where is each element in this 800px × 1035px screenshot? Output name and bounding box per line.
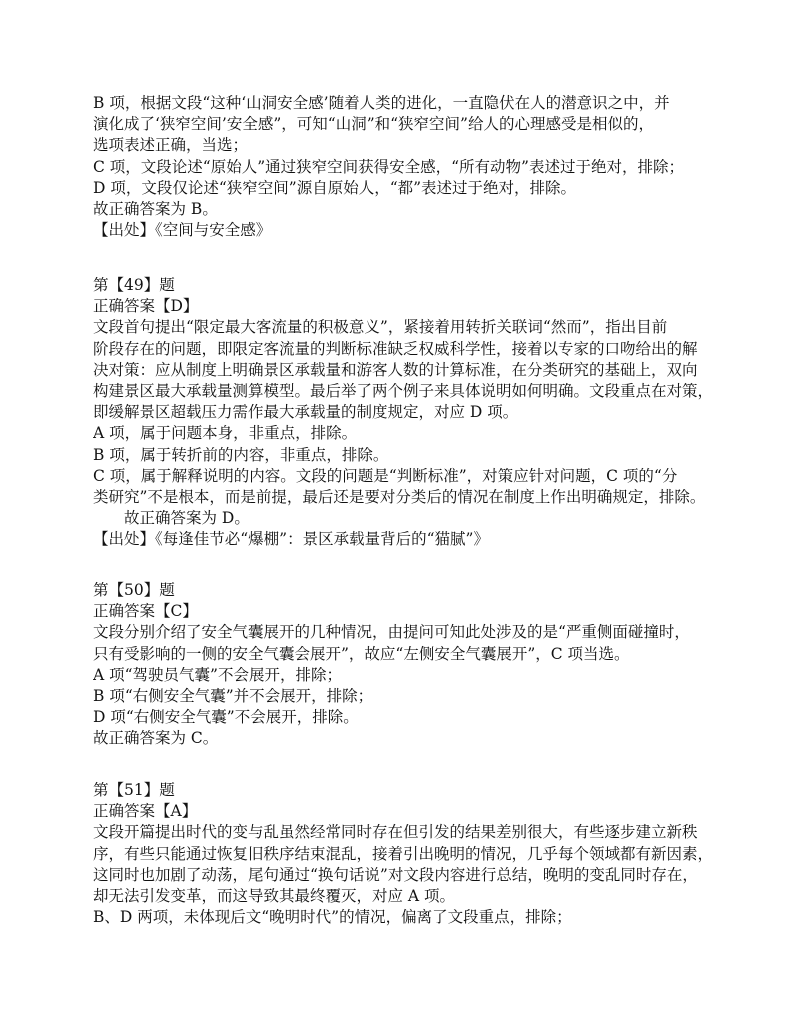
question-50 [93, 580, 718, 750]
text-line: D 项，文段仅论述“狭窄空间”源自原始人，“都”表述过于绝对，排除。 [93, 178, 577, 197]
text-line: 演化成了‘狭窄空间’安全感”，可知“山洞”和“狭窄空间”给人的心理感受是相似的， [93, 115, 654, 134]
conclusion-line: 故正确答案为 C。 [93, 729, 219, 748]
text-line: D 项“右侧安全气囊”不会展开，排除。 [93, 708, 359, 727]
q48-explanation-continued [93, 93, 718, 241]
text-line: 构建景区最大承载量测算模型。最后举了两个例子来具体说明如何明确。文段重点在对策， [93, 381, 714, 400]
source-line: 【出处】《空间与安全感》 [93, 221, 272, 240]
text-line: B 项“右侧安全气囊”并不会展开，排除； [93, 686, 374, 705]
text-line: 即缓解景区超载压力需作最大承载量的制度规定，对应 D 项。 [93, 403, 519, 422]
text-line: B、D 两项，未体现后文“晚明时代”的情况，偏离了文段重点，排除； [93, 908, 572, 927]
source-line: 【出处】《每逢佳节必“爆棚”：景区承载量背后的“猫腻”》 [93, 530, 489, 549]
question-49 [93, 275, 718, 550]
text-line: C 项，文段论述“原始人”通过狭窄空间获得安全感，“所有动物”表述过于绝对，排除； [93, 157, 684, 176]
question-heading: 第【50】题 [93, 581, 175, 599]
text-line: A 项，属于问题本身，非重点，排除。 [93, 424, 358, 443]
correct-answer: 正确答案【A】 [93, 802, 198, 821]
text-line: 这同时也加剧了动荡，尾句通过“换句话说”对文段内容进行总结，晚明的变乱同时存在， [93, 865, 698, 884]
text-line: 文段分别介绍了安全气囊展开的几种情况，由提问可知此处涉及的是“严重侧面碰撞时， [93, 623, 690, 642]
text-line: 类研究”不是根本，而是前提，最后还是要对分类后的情况在制度上作出明确规定，排除。 [93, 487, 706, 506]
question-heading: 第【49】题 [93, 276, 175, 294]
text-line: 文段首句提出“限定最大客流量的积极意义”，紧接着用转折关联词“然而”，指出目前 [93, 318, 668, 337]
conclusion-line: 故正确答案为 D。 [124, 509, 250, 528]
text-line: 决对策：应从制度上明确景区承载量和游客人数的计算标准，在分类研究的基础上，双向 [93, 360, 698, 379]
question-heading: 第【51】题 [93, 781, 175, 799]
text-line: C 项，属于解释说明的内容。文段的问题是“判断标准”，对策应针对问题，C 项的“分 [93, 466, 678, 485]
text-line: 选项表述正确，当选； [93, 136, 249, 155]
text-line: A 项“驾驶员气囊”不会展开，排除； [93, 665, 342, 684]
text-line: 序，有些只能通过恢复旧秩序结束混乱，接着引出晚明的情况，几乎每个领域都有新因素， [93, 844, 714, 863]
text-line: B 项，属于转折前的内容，非重点，排除。 [93, 445, 389, 464]
correct-answer: 正确答案【D】 [93, 297, 199, 316]
text-line: 文段开篇提出时代的变与乱虽然经常同时存在但引发的结果差别很大，有些逐步建立新秩 [93, 823, 698, 842]
text-line: 只有受影响的一侧的安全气囊会展开”，故应“左侧安全气囊展开”，C 项当选。 [93, 644, 630, 663]
question-51 [93, 780, 718, 928]
text-line: 却无法引发变革，而这导致其最终覆灭，对应 A 项。 [93, 886, 456, 905]
text-line: B 项，根据文段“这种‘山洞安全感’随着人类的进化，一直隐伏在人的潜意识之中，并 [93, 94, 670, 112]
conclusion-line: 故正确答案为 B。 [93, 199, 218, 218]
correct-answer: 正确答案【C】 [93, 602, 198, 621]
text-line: 阶段存在的问题，即限定客流量的判断标准缺乏权威科学性，接着以专家的口吻给出的解 [93, 339, 698, 358]
